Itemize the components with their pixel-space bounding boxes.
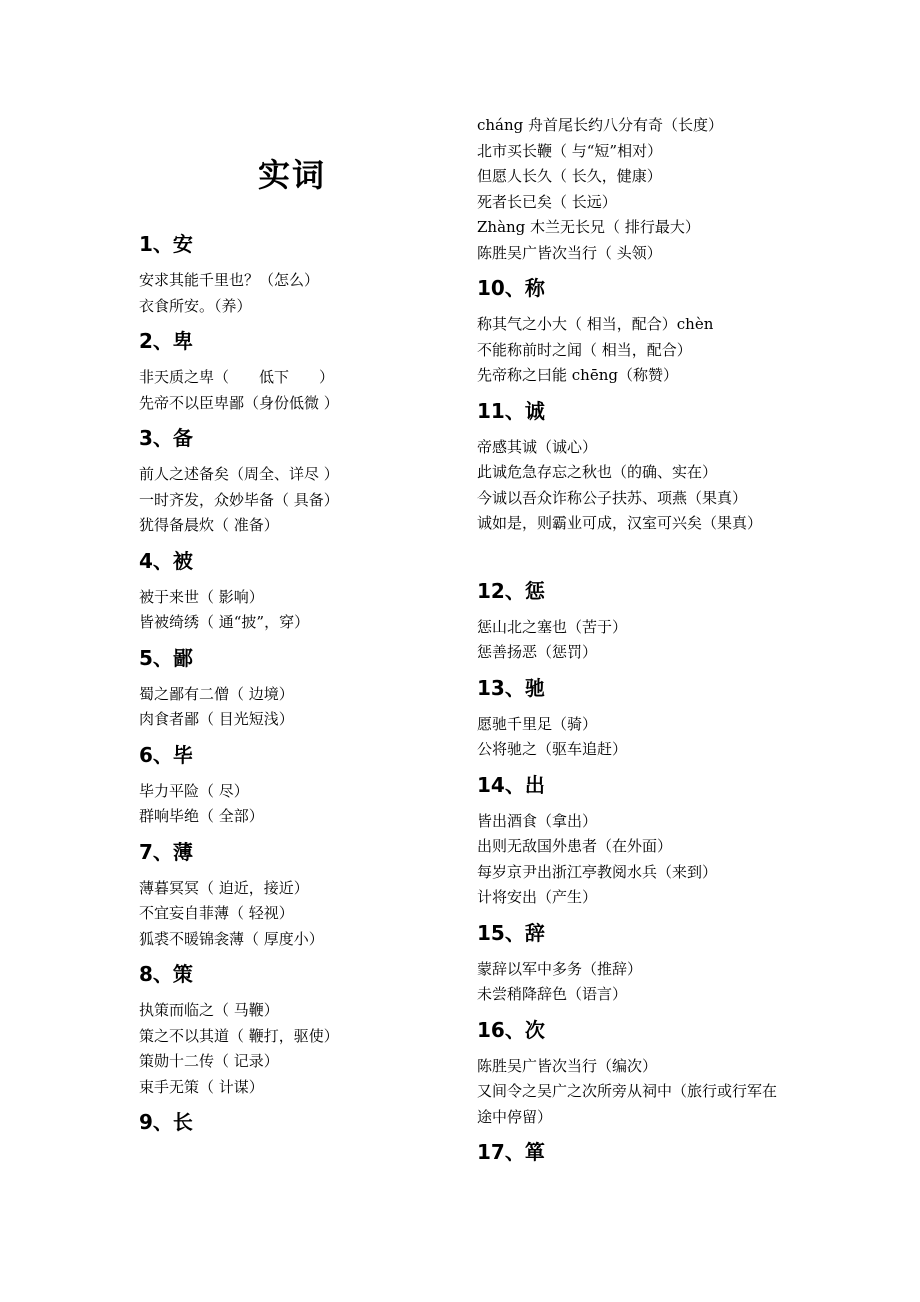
entry-bei-prepare — [139, 424, 479, 539]
example-line: 群响毕绝（ 全部） — [139, 807, 264, 825]
example-line: 称其气之小大（ 相当，配合）chèn — [477, 315, 714, 333]
example-line: 皆出酒食（拿出） — [477, 811, 598, 830]
entry-chang-continued — [477, 113, 817, 266]
entry-ci-order — [477, 1016, 817, 1131]
entry-ce — [139, 960, 479, 1100]
example-line: 愿驰千里足（骑） — [477, 714, 598, 733]
example-line: 策勋十二传（ 记录） — [139, 1052, 279, 1070]
example-line: 未尝稍降辞色（语言） — [477, 985, 628, 1003]
example-line: 肉食者鄙（ 目光短浅） — [139, 710, 294, 728]
page-title: 实词 — [258, 156, 327, 194]
example-line: 死者长已矣（ 长远） — [477, 192, 617, 211]
example-line: 出则无敌国外患者（在外面） — [477, 837, 673, 855]
example-line: 皆被绮绣（ 通“披”，穿） — [139, 613, 310, 631]
example-line: 先帝称之曰能 chēng（称赞） — [477, 366, 678, 384]
entry-bei-cover — [139, 547, 479, 636]
entry-heading: 1、安 — [139, 232, 193, 256]
example-line: 诚如是，则霸业可成，汉室可兴矣（果真） — [477, 514, 763, 532]
entry-heading: 14、出 — [477, 772, 545, 797]
example-line: 陈胜吴广皆次当行（编次） — [477, 1056, 658, 1075]
entry-heading: 11、诚 — [477, 398, 545, 423]
example-line: 被于来世（ 影响） — [139, 587, 264, 606]
example-line: 又间令之吴广之次所旁从祠中（旅行或行军在途中停留） — [477, 1082, 778, 1126]
entry-heading: 9、长 — [139, 1110, 193, 1134]
entry-cheng-match — [477, 274, 817, 389]
entry-chi — [477, 674, 817, 763]
entry-cheng-sincere — [477, 397, 817, 537]
entry-heading: 10、称 — [477, 276, 545, 300]
example-line: 策之不以其道（ 鞭打，驱使） — [139, 1026, 339, 1045]
example-line: 先帝不以臣卑鄙（身份低微 ） — [139, 393, 339, 412]
entry-chu — [477, 771, 817, 911]
entry-bo — [139, 838, 479, 953]
example-line: 今诚以吾众诈称公子扶苏、项燕（果真） — [477, 488, 748, 507]
example-line: 一时齐发，众妙毕备（ 具备） — [139, 490, 339, 509]
entry-heading: 3、备 — [139, 426, 193, 450]
example-line: 蒙辞以军中多务（推辞） — [477, 959, 643, 978]
entry-heading: 5、鄙 — [139, 645, 193, 670]
example-line: 前人之述备矣（周全、详尽 ） — [139, 465, 339, 483]
blank-spacer — [477, 545, 817, 577]
example-line: 薄暮冥冥（ 迫近，接近） — [139, 878, 309, 897]
entry-cheng-punish — [477, 577, 817, 666]
entry-an — [139, 230, 479, 319]
example-line: 此诚危急存忘之秋也（的确、实在） — [477, 463, 718, 481]
entry-heading: 6、毕 — [139, 742, 193, 767]
example-line: Zhàng 木兰无长兄（ 排行最大） — [477, 218, 700, 236]
entry-heading: 7、薄 — [139, 839, 193, 864]
entry-heading: 8、策 — [139, 962, 193, 986]
example-line: cháng 舟首尾长约八分有奇（长度） — [477, 116, 724, 134]
entry-heading: 13、驰 — [477, 675, 545, 700]
example-line: 毕力平险（ 尽） — [139, 781, 249, 800]
example-line: 帝感其诚（诚心） — [477, 437, 598, 456]
entry-heading: 4、被 — [139, 548, 193, 573]
entry-chang — [139, 1108, 479, 1136]
example-line: 北市买长鞭（ 与“短”相对） — [477, 141, 663, 160]
left-column — [139, 230, 479, 1146]
example-line: 计将安出（产生） — [477, 888, 598, 906]
entry-heading: 15、辞 — [477, 920, 545, 945]
example-line: 衣食所安。（养） — [139, 296, 252, 315]
example-line: 犹得备晨炊（ 准备） — [139, 516, 279, 534]
entry-dan — [477, 1138, 817, 1166]
example-line: 执策而临之（ 马鞭） — [139, 1001, 279, 1019]
entry-heading: 16、次 — [477, 1017, 545, 1042]
example-line: 不能称前时之闻（ 相当，配合） — [477, 340, 692, 359]
example-line: 非天质之卑（ 低下 ） — [139, 368, 335, 386]
example-line: 束手无策（ 计谋） — [139, 1077, 264, 1096]
example-line: 陈胜吴广皆次当行（ 头领） — [477, 243, 662, 262]
example-line: 蜀之鄙有二僧（ 边境） — [139, 684, 294, 703]
example-line: 公将驰之（驱车追赶） — [477, 740, 628, 758]
entry-bi-finish — [139, 741, 479, 830]
entry-bi-border — [139, 644, 479, 733]
example-line: 惩山北之塞也（苦于） — [477, 617, 628, 636]
right-column — [477, 113, 817, 1176]
example-line: 不宜妄自菲薄（ 轻视） — [139, 904, 294, 922]
entry-bei-low — [139, 327, 479, 416]
example-line: 安求其能千里也？（怎么） — [139, 271, 320, 289]
example-line: 但愿人长久（ 长久，健康） — [477, 167, 662, 185]
example-line: 狐裘不暖锦衾薄（ 厚度小） — [139, 929, 324, 948]
example-line: 惩善扬恶（惩罚） — [477, 643, 598, 661]
example-line: 每岁京尹出浙江亭教阅水兵（来到） — [477, 862, 718, 881]
entry-heading: 17、箪 — [477, 1140, 545, 1164]
entry-heading: 12、惩 — [477, 578, 545, 603]
entry-heading: 2、卑 — [139, 329, 193, 353]
entry-ci-words — [477, 919, 817, 1008]
